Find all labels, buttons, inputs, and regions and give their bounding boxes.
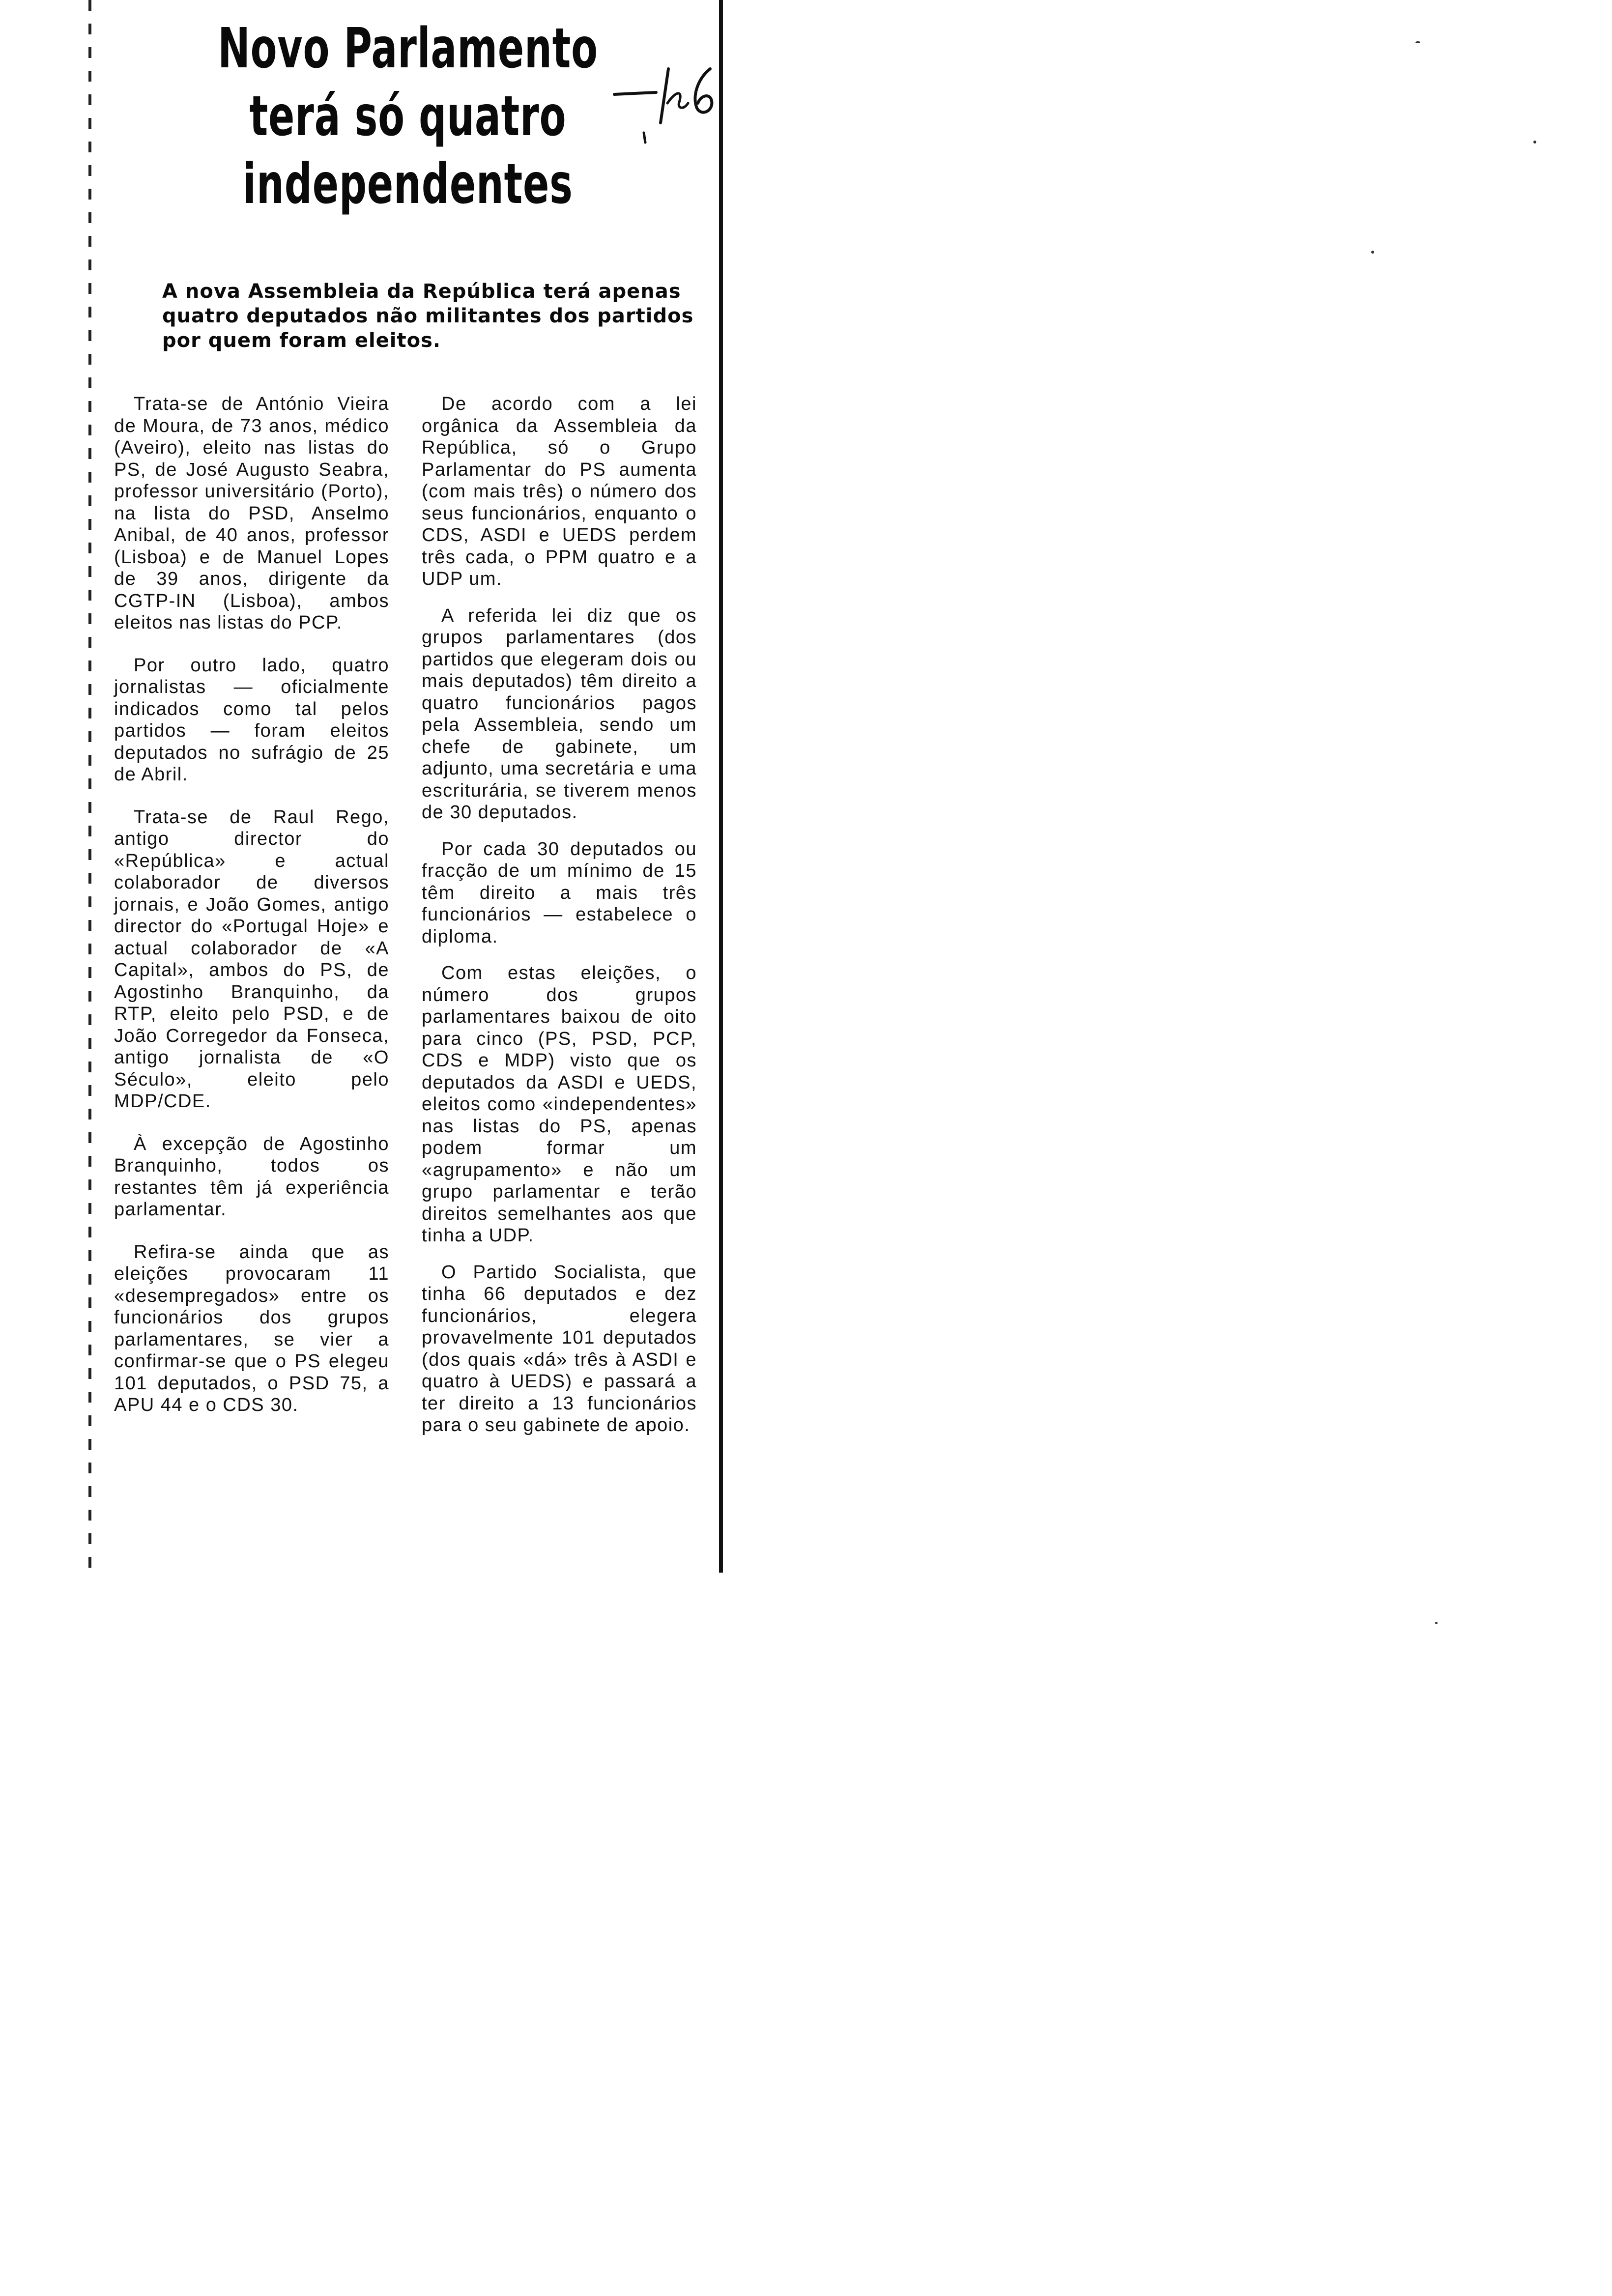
article-lead: A nova Assembleia da República terá apenas quatro deputados não militantes dos partidos por quem foram eleitos. [162, 280, 694, 352]
paragraph: Com estas eleições, o número dos grupos parlamentares baixou de oito para cinco (PS, PSD, PCP, CDS e MDP) visto que os deputados da ASDI e UEDS, eleitos como «independentes» nas listas do PS, apenas podem formar um «agrupamento» e não um grupo parlamentar e terão direitos semelhantes aos que tinha a UDP. [422, 963, 697, 1246]
paragraph: O Partido Socialista, que tinha 66 deputados e dez funcionários, elegera provavelmente 101 deputados (dos quais «dá» três à ASDI e quatro à UEDS) e passará a ter direito a 13 funcionários para o seu gabinete de apoio. [422, 1262, 697, 1435]
scan-speck [1533, 141, 1536, 144]
scan-speck [1435, 1622, 1438, 1624]
paragraph: Por cada 30 deputados ou fracção de um mínimo de 15 têm direito a mais três funcionários — estabelece o diploma. [422, 838, 697, 947]
paragraph: De acordo com a lei orgânica da Assembleia da República, só o Grupo Parlamentar do PS aumenta (com mais três) o número dos seus funcionários, enquanto o CDS, ASDI e UEDS perdem três cada, o PPM quatro e a UDP um. [422, 394, 697, 589]
paragraph: À excepção de Agostinho Branquinho, todos os restantes têm já experiência parlamentar. [114, 1133, 389, 1220]
paragraph: Trata-se de Raul Rego, antigo director do «República» e actual colaborador de diversos jornais, e João Gomes, antigo director do «Portugal Hoje» e actual colaborador de «A Capital», ambos do PS, de Agostinho Branquinho, da RTP, eleito pelo PSD, e de João Corregedor da Fonseca, antigo jornalista de «O Século», eleito pelo MDP/CDE. [114, 806, 389, 1112]
headline-line-1: Novo Parlamento [218, 17, 598, 81]
scan-speck [1371, 251, 1374, 254]
article-headline [216, 15, 600, 218]
paragraph: Refira-se ainda que as eleições provocaram 11 «desempregados» entre os funcionários dos grupos parlamentares, se vier a confirmar-se que o PS elegeu 101 deputados, o PSD 75, a APU 44 e o CDS 30. [114, 1241, 389, 1415]
paragraph: A referida lei diz que os grupos parlamentares (dos partidos que elegeram dois ou mais deputados) têm direito a quatro funcionários pagos pela Assembleia, sendo um chefe de gabinete, um adjunto, uma secretária e uma escriturária, se tiverem menos de 30 deputados. [422, 605, 697, 823]
paragraph: Trata-se de António Vieira de Moura, de 73 anos, médico (Aveiro), eleito nas listas do PS, de José Augusto Seabra, professor universitário (Porto), na lista do PSD, Anselmo Anibal, de 40 anos, professor (Lisboa) e de Manuel Lopes de 39 anos, dirigente da CGTP-IN (Lisboa), ambos eleitos nas listas do PCP. [114, 394, 389, 633]
article-left-column [114, 393, 389, 1437]
article-right-column [422, 393, 697, 1451]
scan-speck [1415, 41, 1420, 43]
handwritten-annotation [609, 49, 722, 147]
headline-line-2: terá só quatro [249, 85, 567, 148]
paragraph: Por outro lado, quatro jornalistas — oficialmente indicados como tal pelos partidos — foram eleitos deputados no sufrágio de 25 de Abril. [114, 655, 389, 785]
headline-line-3: independentes [243, 152, 573, 216]
clipping-left-edge [88, 0, 91, 1573]
clipping-right-edge [719, 0, 723, 1573]
